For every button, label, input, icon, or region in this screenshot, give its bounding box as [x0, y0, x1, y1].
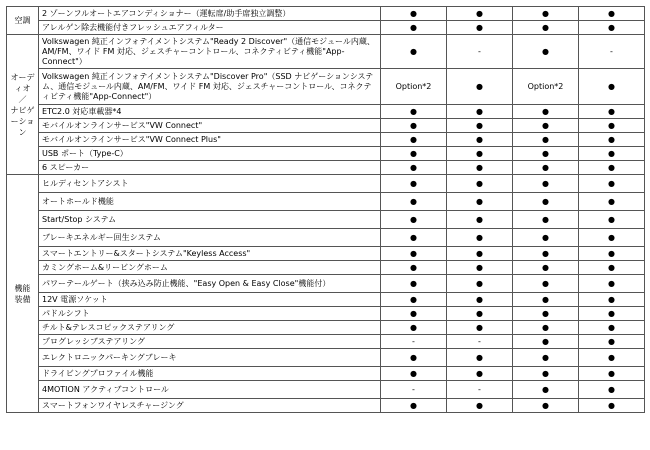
availability-cell: ●: [513, 335, 579, 349]
category-label: 空調: [14, 16, 31, 25]
table-row: [7, 193, 645, 211]
availability-cell: ●: [579, 21, 645, 35]
availability-cell: ●: [513, 133, 579, 147]
category-label-line: ／: [18, 94, 27, 104]
table-row: [7, 105, 645, 119]
item-label: USB ポート（Type-C）: [39, 147, 381, 161]
item-label: ドライビングプロファイル機能: [39, 367, 381, 381]
availability-cell: ●: [579, 367, 645, 381]
table-row: [7, 161, 645, 175]
availability-cell: -: [579, 35, 645, 69]
availability-cell: ●: [447, 119, 513, 133]
availability-cell: ●: [513, 161, 579, 175]
availability-cell: ●: [513, 261, 579, 275]
table-row: [7, 293, 645, 307]
item-label: 2 ゾーンフルオートエアコンディショナー（運転席/助手席独立調整）: [39, 7, 381, 21]
availability-cell: ●: [579, 381, 645, 399]
availability-cell: ●: [381, 133, 447, 147]
table-row: [7, 321, 645, 335]
category-label-line: 装備: [14, 294, 31, 304]
category-label-line: ナビゲ: [10, 105, 35, 115]
availability-cell: ●: [579, 261, 645, 275]
table-row: [7, 247, 645, 261]
availability-cell: ●: [447, 175, 513, 193]
availability-cell: ●: [513, 229, 579, 247]
item-label: オートホールド機能: [39, 193, 381, 211]
availability-cell: ●: [447, 147, 513, 161]
availability-cell: ●: [447, 105, 513, 119]
table-row: [7, 21, 645, 35]
category-label-line: ィオ: [14, 83, 31, 93]
category-label-line: ーション: [10, 116, 35, 137]
availability-cell: ●: [381, 119, 447, 133]
availability-cell: ●: [381, 35, 447, 69]
item-label: スマートエントリー&スタートシステム"Keyless Access": [39, 247, 381, 261]
availability-cell: ●: [579, 7, 645, 21]
availability-cell: ●: [381, 7, 447, 21]
table-row: [7, 69, 645, 105]
availability-cell: -: [447, 35, 513, 69]
table-row: [7, 367, 645, 381]
availability-cell: ●: [513, 211, 579, 229]
table-row: [7, 7, 645, 21]
availability-cell: ●: [579, 399, 645, 413]
table-row: [7, 229, 645, 247]
availability-cell: ●: [513, 35, 579, 69]
availability-cell: ●: [513, 367, 579, 381]
availability-cell: -: [447, 335, 513, 349]
item-label: ヒルディセントアシスト: [39, 175, 381, 193]
availability-cell: ●: [381, 321, 447, 335]
availability-cell: ●: [381, 161, 447, 175]
availability-cell: ●: [447, 69, 513, 105]
availability-cell: ●: [381, 229, 447, 247]
item-label: パワーテールゲート（挟み込み防止機能、"Easy Open & Easy Close"機能付）: [39, 275, 381, 293]
availability-cell: ●: [579, 193, 645, 211]
availability-cell: ●: [513, 275, 579, 293]
table-row: [7, 399, 645, 413]
availability-cell: ●: [579, 133, 645, 147]
availability-cell: ●: [447, 161, 513, 175]
table-row: [7, 147, 645, 161]
table-row: [7, 175, 645, 193]
availability-cell: ●: [513, 307, 579, 321]
availability-cell: ●: [447, 293, 513, 307]
category-label-line: オーデ: [10, 72, 35, 82]
availability-cell: ●: [447, 7, 513, 21]
item-label: アレルゲン除去機能付きフレッシュエアフィルター: [39, 21, 381, 35]
table-row: [7, 275, 645, 293]
availability-cell: ●: [513, 21, 579, 35]
availability-cell: ●: [447, 307, 513, 321]
availability-cell: -: [381, 335, 447, 349]
availability-cell: ●: [447, 275, 513, 293]
availability-cell: ●: [513, 399, 579, 413]
item-label: 4MOTION アクティブコントロール: [39, 381, 381, 399]
availability-cell: ●: [381, 211, 447, 229]
table-row: [7, 349, 645, 367]
availability-cell: ●: [579, 211, 645, 229]
availability-cell: ●: [513, 175, 579, 193]
availability-cell: ●: [447, 247, 513, 261]
table-row: [7, 335, 645, 349]
availability-cell: ●: [447, 261, 513, 275]
availability-cell: ●: [513, 247, 579, 261]
availability-cell: ●: [447, 367, 513, 381]
availability-cell: ●: [447, 229, 513, 247]
availability-cell: ●: [381, 261, 447, 275]
availability-cell: ●: [579, 349, 645, 367]
availability-cell: ●: [381, 147, 447, 161]
item-label: モバイルオンラインサービス"VW Connect": [39, 119, 381, 133]
availability-cell: ●: [381, 175, 447, 193]
availability-cell: ●: [579, 147, 645, 161]
availability-cell: ●: [381, 21, 447, 35]
item-label: スマートフォンワイヤレスチャージング: [39, 399, 381, 413]
availability-cell: ●: [381, 349, 447, 367]
table-row: [7, 261, 645, 275]
equipment-table: [6, 6, 645, 413]
availability-cell: ●: [513, 349, 579, 367]
item-label: Volkswagen 純正インフォテイメントシステム"Ready 2 Discover"（通信モジュール内蔵、AM/FM、ワイド FM 対応、ジェスチャーコントロール、コネクティビティ機能"App-Connect"）: [39, 35, 381, 69]
availability-cell: ●: [579, 307, 645, 321]
availability-cell: ●: [381, 367, 447, 381]
availability-cell: ●: [513, 119, 579, 133]
availability-cell: ●: [513, 381, 579, 399]
table-row: [7, 133, 645, 147]
availability-cell: ●: [579, 105, 645, 119]
availability-cell: ●: [579, 275, 645, 293]
availability-cell: ●: [381, 247, 447, 261]
item-label: 6 スピーカー: [39, 161, 381, 175]
availability-cell: ●: [447, 321, 513, 335]
item-label: 12V 電源ソケット: [39, 293, 381, 307]
availability-cell: ●: [579, 229, 645, 247]
item-label: モバイルオンラインサービス"VW Connect Plus": [39, 133, 381, 147]
availability-cell: ●: [579, 69, 645, 105]
availability-cell: ●: [513, 105, 579, 119]
item-label: チルト&テレスコピックステアリング: [39, 321, 381, 335]
availability-cell: ●: [579, 119, 645, 133]
availability-cell: ●: [513, 321, 579, 335]
availability-cell: ●: [579, 175, 645, 193]
availability-cell: ●: [579, 335, 645, 349]
availability-cell: ●: [381, 193, 447, 211]
category-cell: [7, 7, 39, 35]
item-label: ETC2.0 対応車載器*4: [39, 105, 381, 119]
category-cell: [7, 35, 39, 175]
availability-cell: ●: [381, 307, 447, 321]
availability-cell: ●: [513, 193, 579, 211]
availability-cell: ●: [447, 399, 513, 413]
availability-cell: ●: [513, 147, 579, 161]
equipment-table-body: [7, 7, 645, 413]
availability-cell: ●: [381, 399, 447, 413]
item-label: エレクトロニックパーキングブレーキ: [39, 349, 381, 367]
availability-cell: Option*2: [513, 69, 579, 105]
availability-cell: ●: [447, 193, 513, 211]
availability-cell: ●: [447, 133, 513, 147]
availability-cell: ●: [579, 321, 645, 335]
availability-cell: ●: [447, 211, 513, 229]
category-label-line: 機能: [14, 283, 31, 293]
availability-cell: ●: [579, 293, 645, 307]
table-row: [7, 211, 645, 229]
item-label: ブレーキエネルギー回生システム: [39, 229, 381, 247]
item-label: Volkswagen 純正インフォテイメントシステム"Discover Pro"（SSD ナビゲーションシステム、通信モジュール内蔵、AM/FM、ワイド FM 対応、ジェスチャーコントロール、コネクティビティ機能"App-Connect"）: [39, 69, 381, 105]
table-row: [7, 119, 645, 133]
item-label: Start/Stop システム: [39, 211, 381, 229]
availability-cell: -: [381, 381, 447, 399]
table-row: [7, 35, 645, 69]
table-row: [7, 307, 645, 321]
availability-cell: ●: [447, 349, 513, 367]
availability-cell: ●: [579, 247, 645, 261]
availability-cell: Option*2: [381, 69, 447, 105]
category-cell: [7, 175, 39, 413]
availability-cell: ●: [513, 7, 579, 21]
item-label: カミングホーム&リービングホーム: [39, 261, 381, 275]
availability-cell: -: [447, 381, 513, 399]
availability-cell: ●: [381, 105, 447, 119]
availability-cell: ●: [447, 21, 513, 35]
item-label: プログレッシブステアリング: [39, 335, 381, 349]
availability-cell: ●: [579, 161, 645, 175]
availability-cell: ●: [381, 275, 447, 293]
availability-cell: ●: [513, 293, 579, 307]
table-row: [7, 381, 645, 399]
availability-cell: ●: [381, 293, 447, 307]
item-label: パドルシフト: [39, 307, 381, 321]
